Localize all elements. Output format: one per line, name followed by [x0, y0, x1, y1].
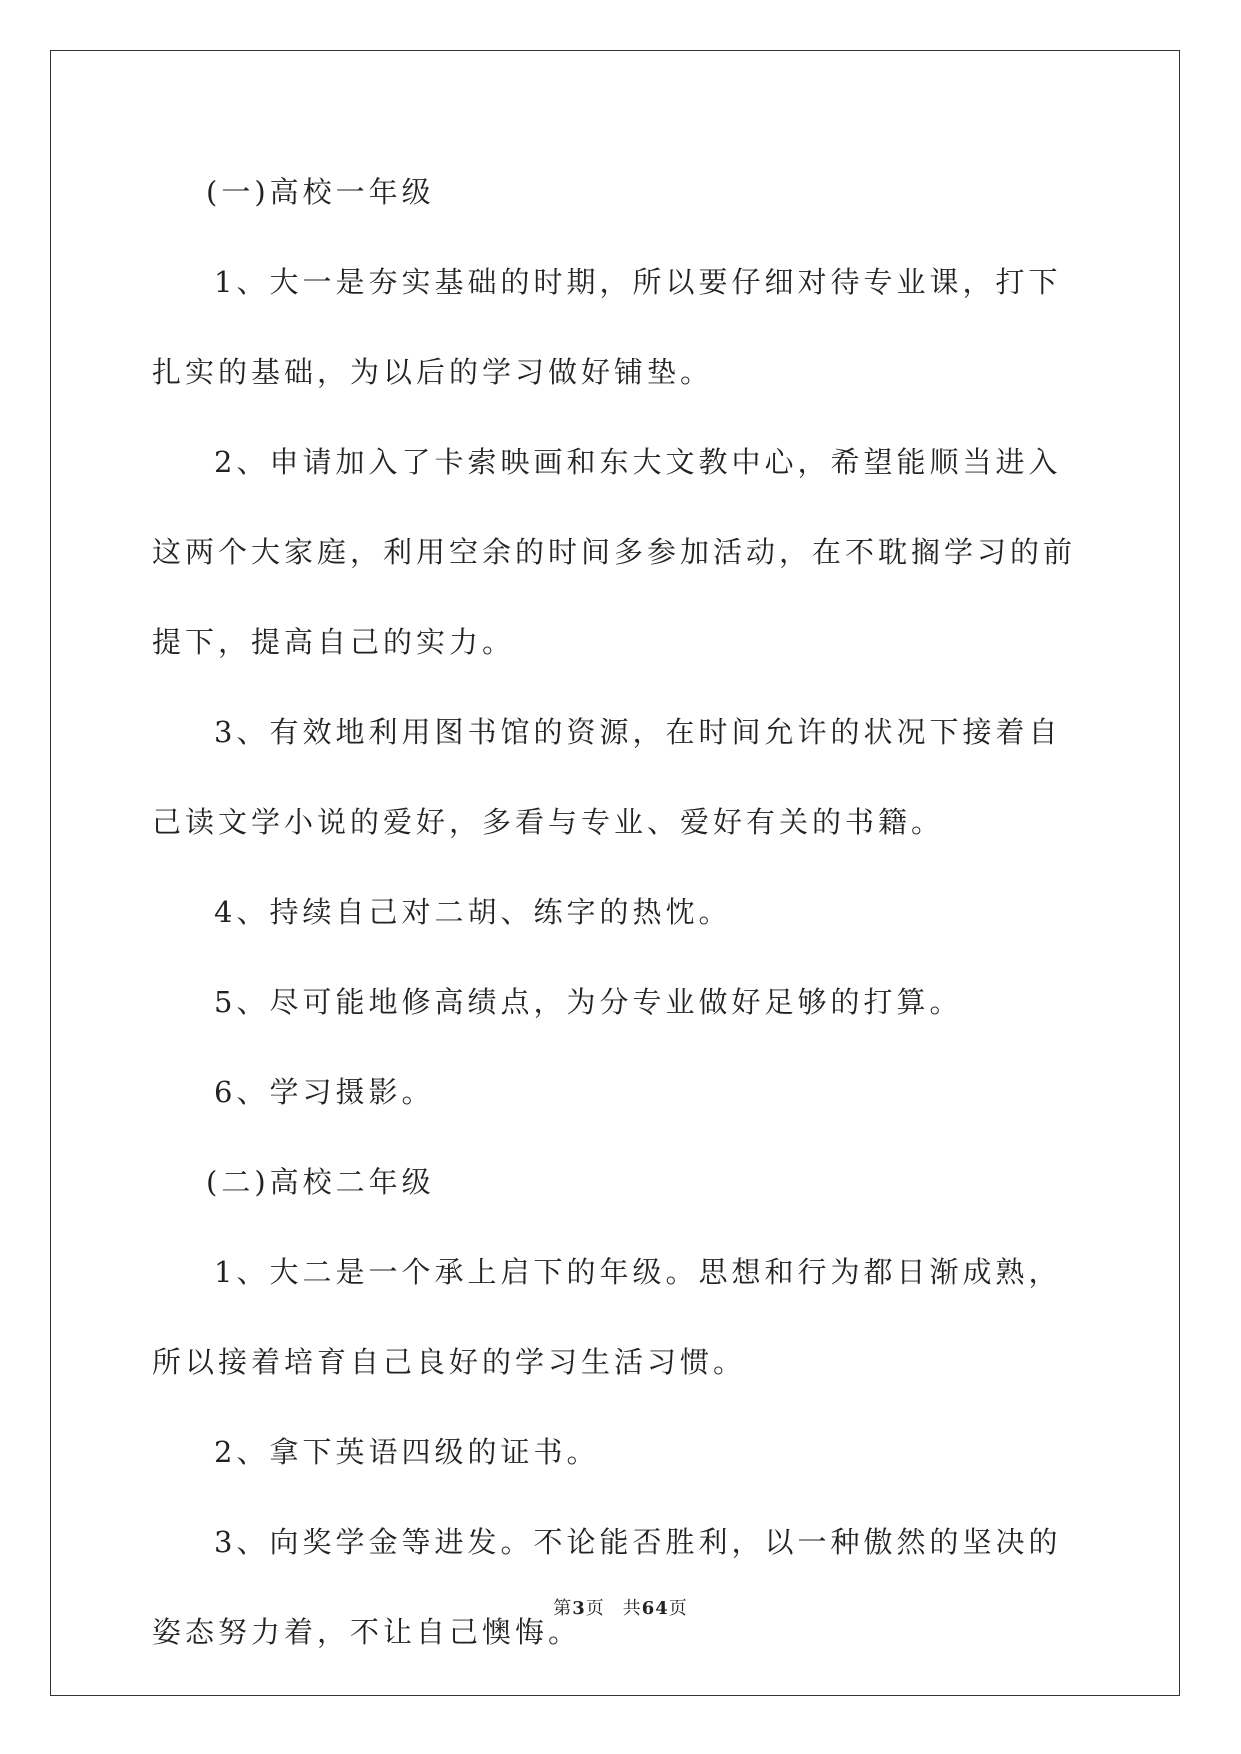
page-number: 3	[572, 1598, 586, 1619]
total-pages: 64	[641, 1598, 669, 1619]
section-heading-grade-one: (一)高校一年级	[206, 175, 435, 209]
document-body	[152, 147, 1087, 1677]
page-prefix: 第	[553, 1598, 573, 1619]
page-suffix: 页	[585, 1598, 605, 1619]
list-item: 5、尽可能地修高绩点，为分专业做好足够的打算。	[214, 985, 963, 1019]
list-item: 1、大一是夯实基础的时期，所以要仔细对待专业课，打下扎实的基础，为以后的学习做好铺垫。	[152, 265, 1062, 389]
list-item: 2、申请加入了卡索映画和东大文教中心，希望能顺当进入这两个大家庭，利用空余的时间多参加活动，在不耽搁学习的前提下，提高自己的实力。	[152, 445, 1077, 659]
page-footer	[0, 1594, 1241, 1620]
total-suffix: 页	[668, 1598, 688, 1619]
list-item: 2、拿下英语四级的证书。	[214, 1435, 600, 1469]
total-prefix: 共	[622, 1598, 642, 1619]
section-heading-grade-two: (二)高校二年级	[206, 1165, 435, 1199]
list-item: 3、有效地利用图书馆的资源，在时间允许的状况下接着自己读文学小说的爱好，多看与专业、爱好有关的书籍。	[152, 715, 1062, 839]
list-item: 3、向奖学金等进发。不论能否胜利，以一种傲然的坚决的姿态努力着，不让自己懊悔。	[152, 1525, 1062, 1649]
list-item: 1、大二是一个承上启下的年级。思想和行为都日渐成熟，所以接着培育自己良好的学习生活习惯。	[152, 1255, 1062, 1379]
list-item: 6、学习摄影。	[214, 1075, 435, 1109]
list-item: 4、持续自己对二胡、练字的热忱。	[214, 895, 732, 929]
